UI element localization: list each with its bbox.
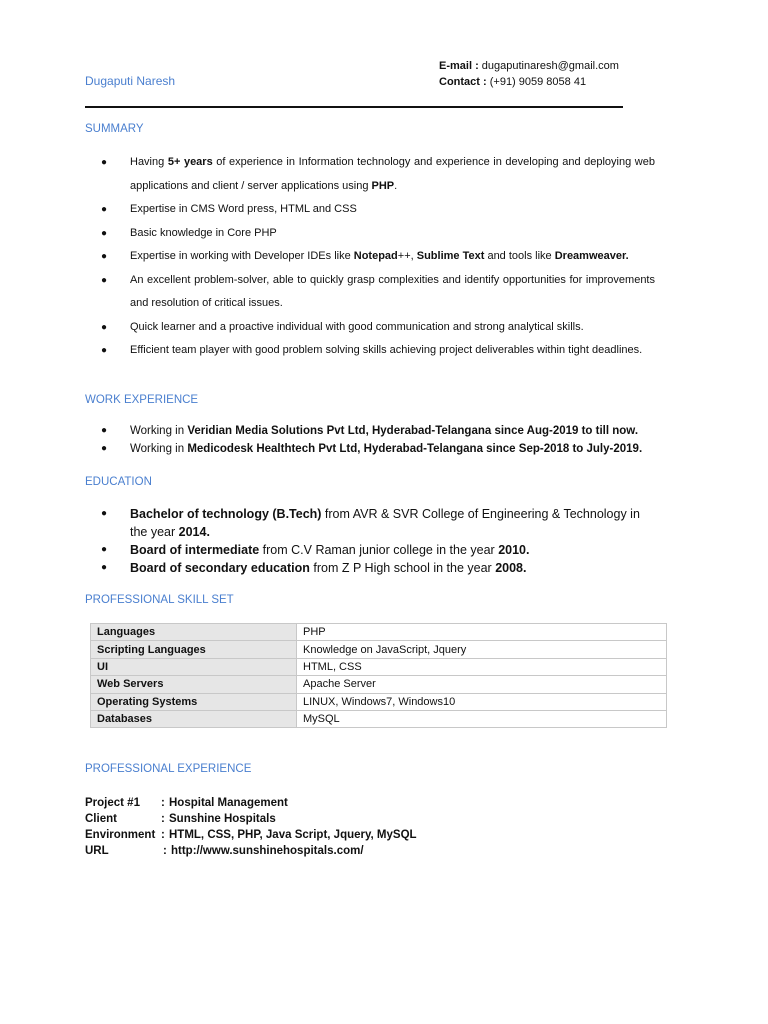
summary-text: Having [130,156,168,168]
education-text: 2008. [495,561,527,575]
summary-text: Sublime Text [416,250,485,262]
skill-category: Scripting Languages [91,641,297,658]
summary-text: Dreamweaver. [554,250,629,262]
project-value: HTML, CSS, PHP, Java Script, Jquery, MySQL [169,829,417,841]
bullet-icon: ● [101,562,108,573]
summary-text: An excellent problem-solver, able to quickly grasp complexities and identify opportunities for improvements and resolution of critical issues. [130,273,655,309]
table-row [91,658,667,675]
project-details [85,795,417,859]
summary-text: and tools like [484,250,555,262]
project-row [85,795,417,811]
skill-category: UI [91,658,297,675]
summary-text: ++, [397,250,417,262]
bullet-icon: ● [101,321,108,333]
work-item [85,422,685,440]
skill-category: Operating Systems [91,693,297,710]
summary-text: PHP [371,179,395,192]
email-value: dugaputinaresh@gmail.com [481,60,619,72]
work-text: Working in [130,443,188,455]
summary-item [85,222,655,246]
candidate-name: Dugaputi Naresh [85,74,176,88]
contact-label: Contact : [439,76,487,88]
project-value: Sunshine Hospitals [169,813,276,825]
education-text: 2010. [498,543,530,557]
table-row [91,676,667,693]
summary-heading: SUMMARY [85,123,144,135]
skills-heading: PROFESSIONAL SKILL SET [85,594,234,606]
email-label: E-mail : [439,60,479,72]
summary-text: of experience in Information technology and experience in developing and deploying web applications and client / server applications using [130,156,655,192]
summary-item [85,151,655,198]
summary-text: 5+ years [167,156,213,168]
summary-text: Expertise in working with Developer IDEs like [130,250,354,262]
education-text: 2014. [178,525,210,539]
table-row [91,710,667,727]
summary-text: Basic knowledge in Core PHP [130,226,277,239]
bullet-icon: ● [101,508,108,519]
education-item [85,505,660,541]
bullet-icon: ● [101,345,108,356]
summary-item [85,245,655,269]
summary-item [85,316,655,340]
header-divider [85,106,623,108]
summary-text: Expertise in CMS Word press, HTML and CSS [130,203,357,215]
education-list [85,505,660,577]
education-heading: EDUCATION [85,476,152,488]
work-text: Working in [130,425,188,437]
skill-value: PHP [297,624,667,641]
project-separator: : [163,845,167,857]
skill-value: LINUX, Windows7, Windows10 [297,693,667,710]
bullet-icon: ● [101,443,108,454]
project-value: http://www.sunshinehospitals.com/ [171,845,364,857]
education-text: from C.V Raman junior college in the year [259,543,499,557]
summary-item [85,198,655,222]
phone-line [439,74,619,90]
skill-value: Apache Server [297,676,667,693]
bullet-icon: ● [101,544,108,555]
skills-table [90,623,667,728]
project-label: URL [85,845,109,857]
experience-heading: PROFESSIONAL EXPERIENCE [85,763,252,775]
table-row [91,693,667,710]
bullet-icon: ● [101,274,108,286]
project-label: Client [85,813,117,825]
project-label: Environment [85,829,156,841]
skill-category: Databases [91,710,297,727]
bullet-icon: ● [101,157,108,168]
project-label: Project #1 [85,797,140,809]
project-separator: : [161,829,165,841]
bullet-icon: ● [101,227,108,239]
project-row [85,843,417,859]
skill-value: MySQL [297,710,667,727]
education-text: Board of intermediate [130,543,260,557]
summary-text: Quick learner and a proactive individual with good communication and strong analytical skills. [130,320,584,333]
summary-text: Notepad [353,250,398,262]
summary-item [85,339,655,363]
skill-value: HTML, CSS [297,658,667,675]
work-text: Veridian Media Solutions Pvt Ltd, Hyderabad-Telangana since Aug-2019 to till now. [187,425,639,437]
table-row [91,624,667,641]
summary-item [85,269,655,316]
skill-value: Knowledge on JavaScript, Jquery [297,641,667,658]
education-item [85,541,660,559]
education-text: from Z P High school in the year [309,561,496,575]
contact-block [439,58,619,90]
education-text: from AVR & SVR College of Engineering & Technology in the year [130,507,640,539]
education-item [85,559,660,577]
summary-text: . [394,179,398,192]
work-list [85,422,685,458]
bullet-icon: ● [101,251,108,262]
skill-category: Languages [91,624,297,641]
education-text: Bachelor of technology (B.Tech) [130,507,322,521]
work-heading: WORK EXPERIENCE [85,394,199,406]
project-row [85,827,417,843]
skill-category: Web Servers [91,676,297,693]
bullet-icon: ● [101,425,108,436]
email-line [439,58,619,74]
education-text: Board of secondary education [130,561,310,575]
project-separator: : [161,813,165,825]
work-item [85,440,685,458]
bullet-icon: ● [101,204,108,215]
summary-text: Efficient team player with good problem solving skills achieving project deliverables within tight deadlines. [130,344,643,356]
work-text: Medicodesk Healthtech Pvt Ltd, Hyderabad-Telangana since Sep-2018 to July-2019. [187,443,643,455]
table-row [91,641,667,658]
project-value: Hospital Management [169,797,288,809]
summary-list [85,151,655,363]
project-separator: : [161,797,165,809]
contact-value: (+91) 9059 8058 41 [489,76,587,88]
project-row [85,811,417,827]
